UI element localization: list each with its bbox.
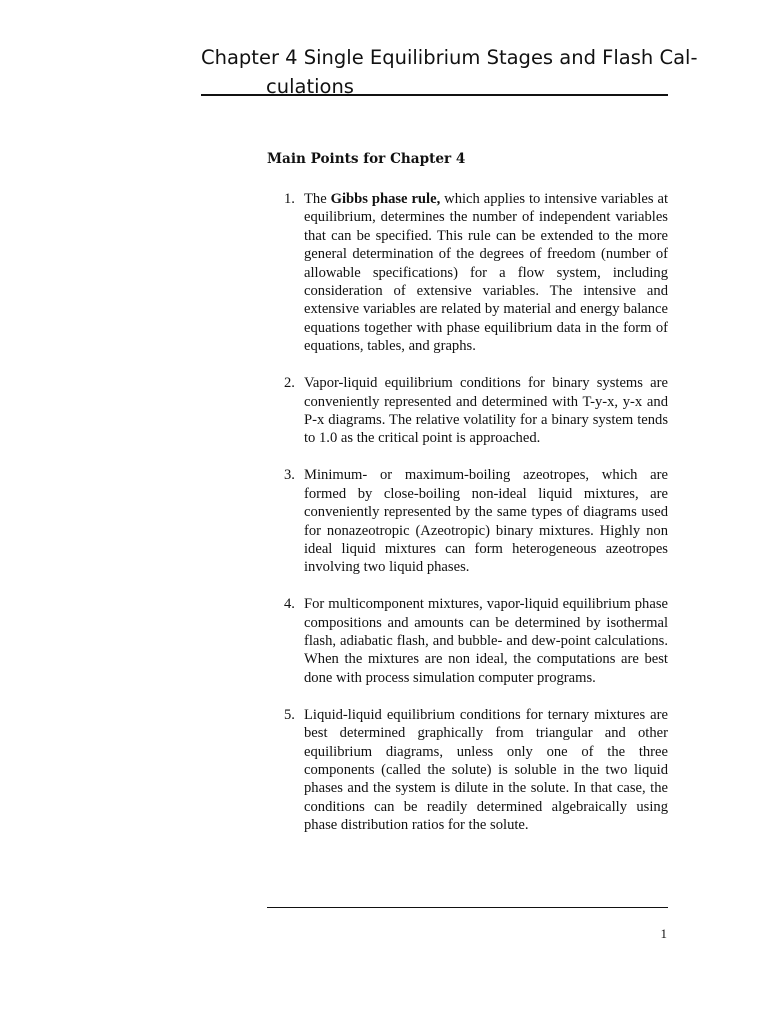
list-item [267, 190, 668, 356]
list-item [267, 374, 668, 448]
list-item-text [304, 190, 668, 356]
main-points-list [267, 190, 668, 853]
section-title: Main Points for Chapter 4 [267, 151, 466, 167]
list-item-number: 4. [284, 596, 295, 613]
list-item-body: Minimum- or maximum-boiling azeotropes, which are formed by close-boiling non-ideal liquid mixtures, are conveniently represented by the same types of diagrams used for nonazeotropic (Azeotropic) binary mixtures. Highly non ideal liquid mixtures can form heterogeneous azeotropes involving two liquid phases. [304, 467, 668, 576]
header-rule [201, 94, 668, 96]
list-item-number: 3. [284, 467, 295, 484]
list-item [267, 706, 668, 835]
list-item-body: Vapor-liquid equilibrium conditions for binary systems are conveniently represented and determined with T-y-x, y-x and P-x diagrams. The relative volatility for a binary system tends to 1.0 as the critical point is approached. [304, 375, 668, 447]
chapter-title [201, 43, 698, 101]
list-item-number: 5. [284, 706, 295, 723]
list-item-lead: The [304, 191, 331, 207]
page-number: 1 [660, 926, 667, 941]
chapter-title-line1: Chapter 4 Single Equilibrium Stages and Flash Cal- [201, 46, 698, 69]
list-item-number: 1. [284, 191, 295, 207]
list-item-number: 2. [284, 375, 295, 392]
list-item-body: Liquid-liquid equilibrium conditions for ternary mixtures are best determined graphically from triangular and other equilibrium diagrams, unless only one of the three components (called the solute) is soluble in the two liquid phases and the system is dilute in the solute. In that case, the conditions can be readily determined algebraically using phase distribution ratios for the solute. [304, 706, 668, 834]
list-item-body: For multicomponent mixtures, vapor-liquid equilibrium phase compositions and amounts can be determined by isothermal flash, adiabatic flash, and bubble- and dew-point calculations. When the mixtures are non ideal, the computations are best done with process simulation computer programs. [304, 596, 668, 686]
chapter-title-line2: culations [266, 75, 354, 98]
footer-rule [267, 907, 668, 908]
gibbs-phase-rule-term: Gibbs phase rule, [330, 191, 441, 207]
list-item [267, 595, 668, 687]
list-item-body: which applies to intensive variables at equilibrium, determines the number of independent variables that can be specified. This rule can be extended to the more general determination of the degrees of freedom (number of allowable specifications) for a flow system, including consideration of extensive variables. The intensive and extensive variables are related by material and energy balance equations together with phase equilibrium data in the form of equations, tables, and graphs. [304, 191, 668, 355]
list-item [267, 466, 668, 576]
